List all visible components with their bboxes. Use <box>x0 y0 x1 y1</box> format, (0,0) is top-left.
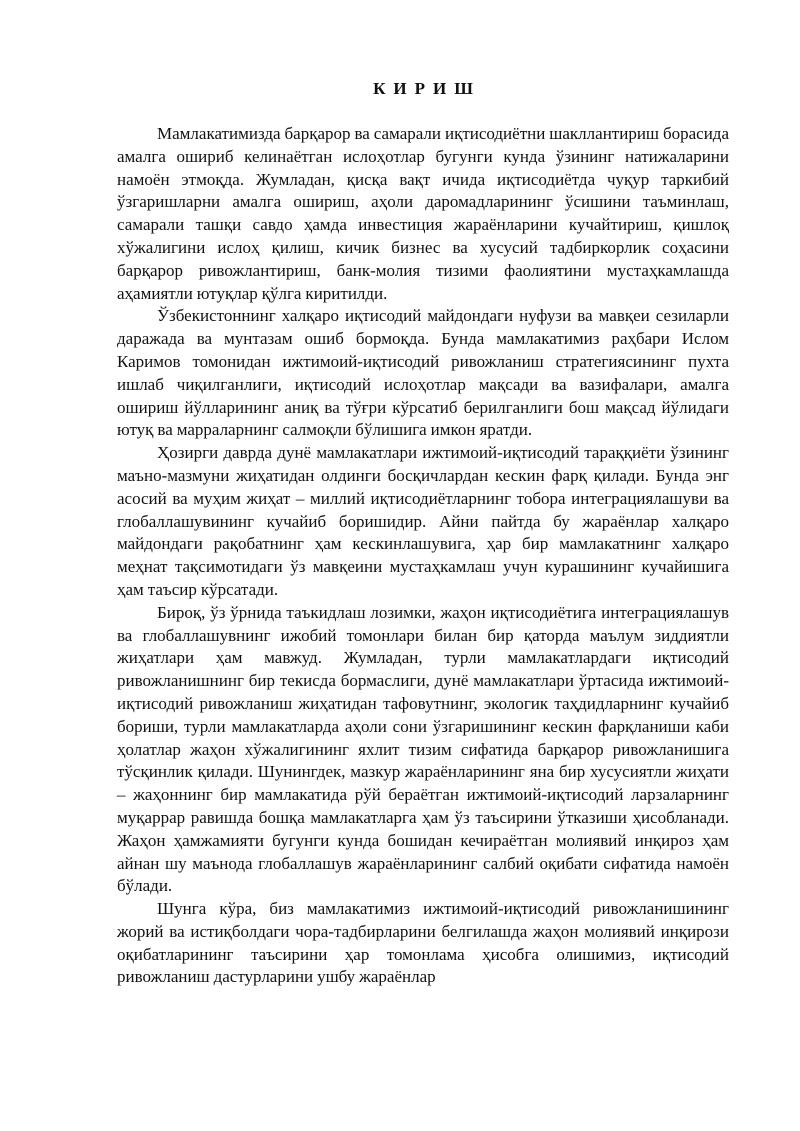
document-page <box>117 78 729 989</box>
paragraph: Шунга кўра, биз мамлакатимиз ижтимоий-иқтисодий ривожланишининг жорий ва истиқболдаги чора-тадбирларини белгилашда жаҳон молиявий инқирози оқибатларининг таъсирини ҳар томонлама ҳисобга олишимиз, иқтисодий ривожланиш дастурларини ушбу жараёнлар <box>117 899 729 987</box>
paragraph: Ҳозирги даврда дунё мамлакатлари ижтимоий-иқтисодий тараққиёти ўзининг маъно-мазмуни жиҳатидан олдинги босқичлардан кескин фарқ қилади. Бунда энг асосий ва муҳим жиҳат – миллий иқтисодиётларнинг тобора интеграциялашуви ва глобаллашувининг кучайиб боришидир. Айни пайтда бу жараёнлар халқаро майдондаги рақобатнинг ҳам кескинлашувига, ҳар бир мамлакатнинг халқаро меҳнат тақсимотидаги ўз мавқеини мустаҳкамлаш учун курашининг кучайишига ҳам таъсир кўрсатади. <box>117 443 729 599</box>
paragraph: Бироқ, ўз ўрнида таъкидлаш лозимки, жаҳон иқтисодиётига интеграциялашув ва глобаллашувнинг ижобий томонлари билан бир қаторда маълум зиддиятли жиҳатлари ҳам мавжуд. Жумладан, турли мамлакатлардаги иқтисодий ривожланишнинг бир текисда бормаслиги, дунё мамлакатлари ўртасида ижтимоий-иқтисодий ривожланиш жиҳатидан тафовутнинг, экологик таҳдидларнинг кучайиб бориши, турли мамлакатларда аҳоли сони ўзгаришининг кескин фарқланиши каби ҳолатлар жаҳон хўжалигининг яхлит тизим сифатида барқарор ривожланишига тўсқинлик қилади. Шунингдек, мазкур жараёнларининг яна бир хусусиятли жиҳати – жаҳоннинг бир мамлакатида рўй бераётган ижтимоий-иқтисодий ларзаларнинг муқаррар равишда бошқа мамлакатларга ҳам ўз таъсирини ўтказиши ҳисобланади. Жаҳон ҳамжамияти бугунги кунда бошидан кечираётган молиявий инқироз ҳам айнан шу маънода глобаллашув жараёнларининг салбий оқибати сифатида намоён бўлади. <box>117 602 729 896</box>
paragraph: Ўзбекистоннинг халқаро иқтисодий майдондаги нуфузи ва мавқеи сезиларли даражада ва мунтазам ошиб бормоқда. Бунда мамлакатимиз раҳбари Ислом Каримов томонидан ижтимоий-иқтисодий ривожланиш стратегиясининг пухта ишлаб чиқилганлиги, иқтисодий ислоҳотлар мақсади ва вазифалари, амалга ошириш йўлларининг аниқ ва тўғри кўрсатиб берилганлиги бош мақсад йўлидаги ютуқ ва марраларнинг салмоқли бўлишига имкон яратди. <box>117 306 729 440</box>
paragraph: Мамлакатимизда барқарор ва самарали иқтисодиётни шакллантириш борасида амалга ошириб келинаётган ислоҳотлар бугунги кунда ўзининг натижаларини намоён этмоқда. Жумладан, қисқа вақт ичида иқтисодиётда чуқур таркибий ўзгаришларни амалга ошириш, аҳоли даромадларининг ўсишини таъминлаш, самарали ташқи савдо ҳамда инвестиция жараёнларини кучайтириш, қишлоқ хўжалигини ислоҳ қилиш, кичик бизнес ва хусусий тадбиркорлик соҳасини барқарор ривожлантириш, банк-молия тизими фаолиятини мустаҳкамлашда аҳамиятли ютуқлар қўлга киритилди. <box>117 124 729 303</box>
document-title: КИРИШ <box>373 79 481 98</box>
